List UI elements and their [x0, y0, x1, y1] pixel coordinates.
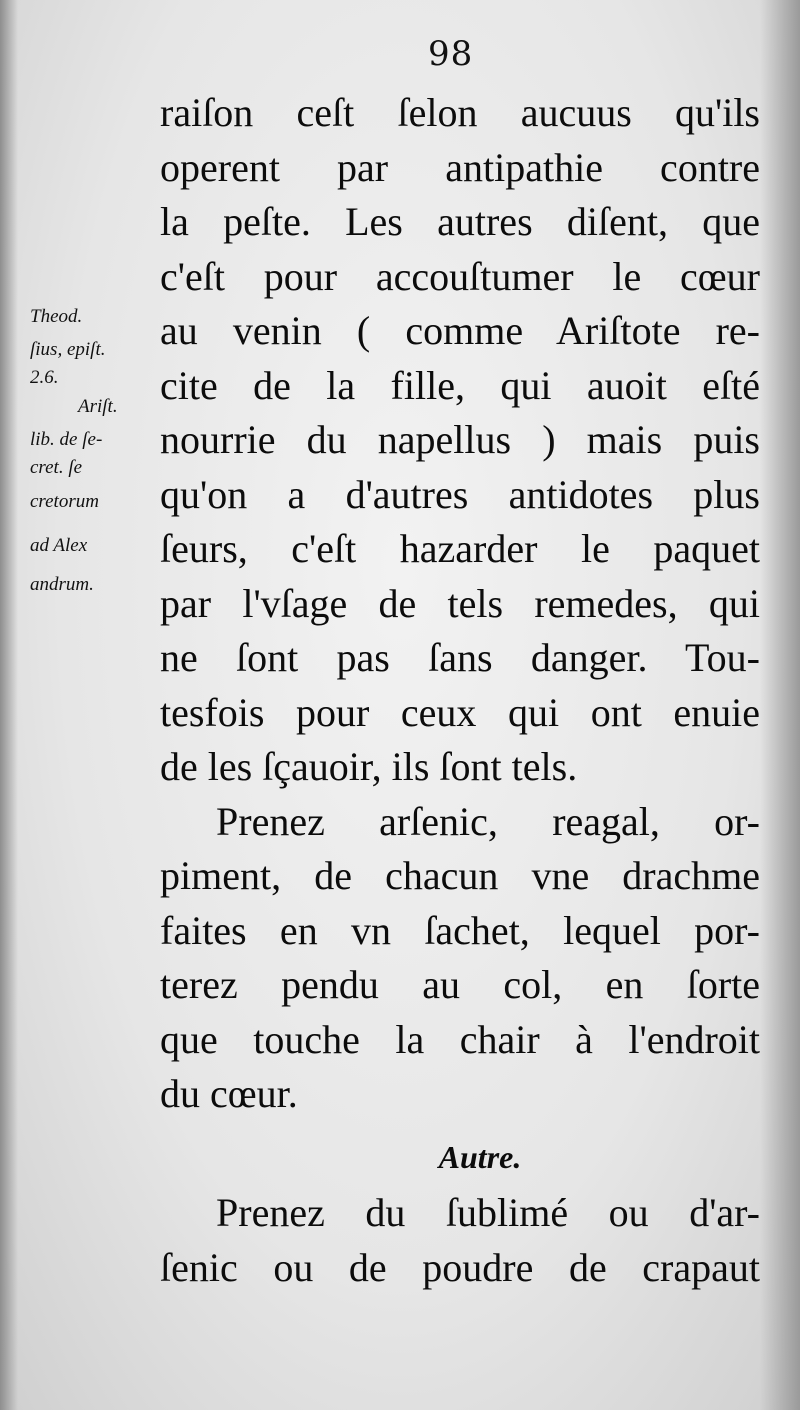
main-text: [160, 86, 760, 1295]
text-line: ſenic ou de poudre de crapaut: [160, 1244, 760, 1290]
section-heading: Autre.: [438, 1138, 522, 1175]
text-line: nourrie du napellus ) mais puis: [160, 417, 760, 462]
page-number: 98: [428, 34, 474, 74]
margin-note: Theod.: [30, 306, 83, 327]
text-line: ne ſont pas ſans danger. Tou-: [160, 635, 760, 680]
text-line: raiſon ceſt ſelon aucuus qu'ils: [160, 90, 760, 135]
text-line: qu'on a d'autres antidotes plus: [160, 471, 760, 517]
margin-note: ad Alex: [30, 535, 88, 556]
margin-note: Ariſt.: [78, 396, 118, 417]
margin-note: ſius, epiſt.: [30, 339, 106, 360]
text-line: tesfois pour ceux qui ont enuie: [160, 689, 760, 735]
text-line: operent par antipathie contre: [160, 144, 760, 190]
text-line: cite de la fille, qui auoit eſté: [160, 362, 760, 408]
margin-note: cret. ſe: [30, 457, 83, 478]
text-line: au venin ( comme Ariſtote re-: [160, 308, 760, 353]
text-line: piment, de chacun vne drachme: [160, 853, 760, 898]
text-line: Prenez arſenic, reagal, or-: [216, 798, 760, 844]
margin-note: lib. de ſe-: [30, 429, 103, 450]
margin-note: 2.6.: [30, 367, 59, 388]
margin-note: cretorum: [30, 491, 99, 512]
text-line: c'eſt pour accouſtumer le cœur: [160, 253, 760, 299]
text-line: par l'vſage de tels remedes, qui: [160, 580, 760, 626]
text-line: ſeurs, c'eſt hazarder le paquet: [160, 526, 760, 571]
margin-notes: [30, 300, 160, 601]
text-line: la peſte. Les autres diſent, que: [160, 199, 760, 244]
margin-note: andrum.: [30, 574, 94, 595]
text-line: de les ſçauoir, ils ſont tels.: [160, 744, 578, 789]
paragraph-1: [160, 86, 760, 795]
paragraph-2: [160, 795, 760, 1122]
text-line: Prenez du ſublimé ou d'ar-: [216, 1190, 760, 1235]
text-line: terez pendu au col, en ſorte: [160, 962, 760, 1007]
text-line: du cœur.: [160, 1071, 298, 1116]
text-line: que touche la chair à l'endroit: [160, 1016, 760, 1062]
paragraph-3: [160, 1186, 760, 1295]
text-line: faites en vn ſachet, lequel por-: [160, 907, 760, 953]
